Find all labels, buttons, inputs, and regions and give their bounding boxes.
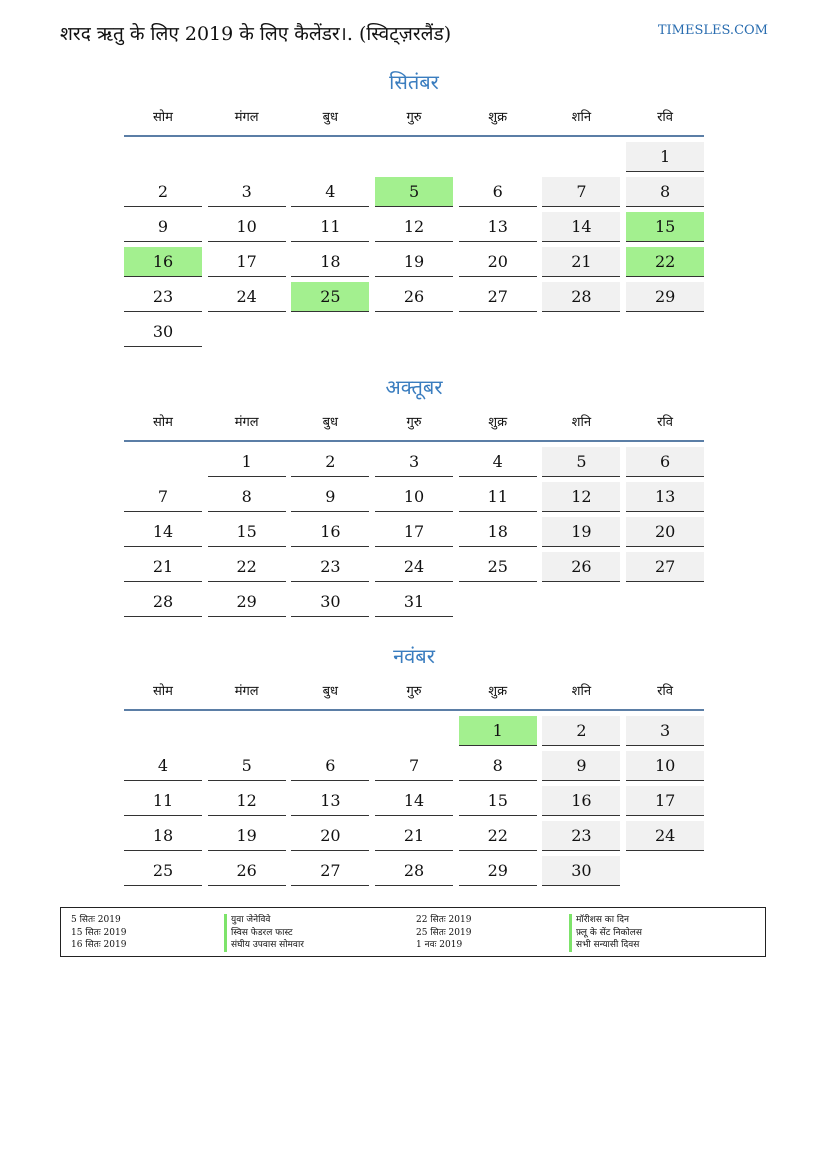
weekday-label: बुध bbox=[322, 110, 339, 125]
day-cell[interactable]: 6 bbox=[459, 177, 537, 207]
empty-cell bbox=[291, 142, 369, 172]
legend-holiday-name: फ़्लू के सेंट निकोलस bbox=[569, 927, 642, 940]
legend-dates-2 bbox=[416, 914, 471, 952]
day-cell[interactable]: 24 bbox=[626, 821, 704, 851]
day-cell[interactable]: 30 bbox=[124, 317, 202, 347]
day-cell[interactable]: 8 bbox=[626, 177, 704, 207]
day-cell[interactable]: 11 bbox=[291, 212, 369, 242]
day-cell[interactable]: 14 bbox=[124, 517, 202, 547]
empty-cell bbox=[291, 716, 369, 746]
day-cell[interactable]: 7 bbox=[375, 751, 453, 781]
day-cell[interactable]: 29 bbox=[626, 282, 704, 312]
day-cell[interactable]: 13 bbox=[459, 212, 537, 242]
weekday-label: बुध bbox=[322, 684, 339, 699]
day-cell[interactable]: 16 bbox=[124, 247, 202, 277]
day-cell[interactable]: 29 bbox=[459, 856, 537, 886]
day-cell[interactable]: 23 bbox=[542, 821, 620, 851]
legend-names-2 bbox=[569, 914, 642, 952]
weekday-label: गुरु bbox=[406, 684, 422, 699]
day-cell[interactable]: 2 bbox=[542, 716, 620, 746]
day-cell[interactable]: 27 bbox=[626, 552, 704, 582]
day-cell[interactable]: 4 bbox=[291, 177, 369, 207]
month-title: नवंबर bbox=[393, 644, 435, 668]
weekday-label: शुक्र bbox=[488, 684, 508, 699]
day-cell[interactable]: 21 bbox=[542, 247, 620, 277]
day-cell[interactable]: 19 bbox=[375, 247, 453, 277]
legend-date: 16 सितः 2019 bbox=[71, 940, 127, 950]
day-cell[interactable]: 13 bbox=[291, 786, 369, 816]
empty-cell bbox=[124, 142, 202, 172]
day-cell[interactable]: 25 bbox=[291, 282, 369, 312]
weekday-label: मंगल bbox=[234, 684, 259, 699]
day-cell[interactable]: 5 bbox=[542, 447, 620, 477]
day-cell[interactable]: 21 bbox=[375, 821, 453, 851]
day-cell[interactable]: 9 bbox=[291, 482, 369, 512]
legend-date: 25 सितः 2019 bbox=[416, 927, 472, 938]
day-cell[interactable]: 29 bbox=[208, 587, 286, 617]
day-cell[interactable]: 28 bbox=[124, 587, 202, 617]
day-cell[interactable]: 10 bbox=[375, 482, 453, 512]
day-cell[interactable]: 4 bbox=[124, 751, 202, 781]
legend-holiday-name: सभी सन्यासी दिवस bbox=[569, 939, 642, 952]
weekday-label: मंगल bbox=[234, 415, 259, 430]
day-cell[interactable]: 1 bbox=[626, 142, 704, 172]
empty-cell bbox=[542, 142, 620, 172]
day-cell[interactable]: 1 bbox=[208, 447, 286, 477]
day-cell[interactable]: 11 bbox=[124, 786, 202, 816]
day-cell[interactable]: 25 bbox=[459, 552, 537, 582]
day-cell[interactable]: 22 bbox=[208, 552, 286, 582]
day-cell[interactable]: 4 bbox=[459, 447, 537, 477]
day-cell[interactable]: 26 bbox=[375, 282, 453, 312]
day-cell[interactable]: 30 bbox=[542, 856, 620, 886]
day-cell[interactable]: 17 bbox=[208, 247, 286, 277]
day-cell[interactable]: 3 bbox=[375, 447, 453, 477]
day-cell[interactable]: 15 bbox=[626, 212, 704, 242]
legend-date: 22 सितः 2019 bbox=[416, 915, 472, 925]
month-october bbox=[124, 372, 704, 617]
day-cell[interactable]: 7 bbox=[542, 177, 620, 207]
weekday-label: रवि bbox=[657, 415, 673, 430]
day-cell[interactable]: 6 bbox=[291, 751, 369, 781]
day-cell[interactable]: 17 bbox=[626, 786, 704, 816]
legend-date: 5 सितः 2019 bbox=[71, 915, 121, 925]
empty-cell bbox=[375, 142, 453, 172]
day-cell[interactable]: 2 bbox=[291, 447, 369, 477]
day-cell[interactable]: 14 bbox=[375, 786, 453, 816]
weekday-label: शनि bbox=[571, 415, 592, 430]
day-cell[interactable]: 23 bbox=[124, 282, 202, 312]
empty-cell bbox=[208, 142, 286, 172]
weekday-header bbox=[124, 97, 704, 137]
site-link[interactable]: TIMESLES.COM bbox=[657, 23, 768, 38]
legend-holiday-name: संघीय उपवास सोमवार bbox=[224, 939, 304, 952]
day-cell[interactable]: 1 bbox=[459, 716, 537, 746]
day-cell[interactable]: 26 bbox=[208, 856, 286, 886]
day-cell[interactable]: 11 bbox=[459, 482, 537, 512]
day-cell[interactable]: 16 bbox=[291, 517, 369, 547]
empty-cell bbox=[459, 142, 537, 172]
day-cell[interactable]: 5 bbox=[208, 751, 286, 781]
weekday-label: शनि bbox=[571, 684, 592, 699]
day-cell[interactable]: 27 bbox=[459, 282, 537, 312]
page-title: शरद ऋतु के लिए 2019 के लिए कैलेंडर।. (स्विट्ज़रलैंड) bbox=[60, 23, 452, 45]
weekday-label: शुक्र bbox=[488, 110, 508, 125]
day-cell[interactable]: 14 bbox=[542, 212, 620, 242]
weekday-label: रवि bbox=[657, 110, 673, 125]
day-cell[interactable]: 27 bbox=[291, 856, 369, 886]
day-cell[interactable]: 3 bbox=[208, 177, 286, 207]
day-cell[interactable]: 28 bbox=[542, 282, 620, 312]
day-cell[interactable]: 10 bbox=[208, 212, 286, 242]
month-title: सितंबर bbox=[389, 70, 439, 94]
day-cell[interactable]: 3 bbox=[626, 716, 704, 746]
weekday-label: रवि bbox=[657, 684, 673, 699]
weekday-label: बुध bbox=[322, 415, 339, 430]
day-cell[interactable]: 8 bbox=[208, 482, 286, 512]
weekday-label: सोम bbox=[153, 684, 173, 699]
day-cell[interactable]: 2 bbox=[124, 177, 202, 207]
legend-holiday-name: मॉरीशस का दिन bbox=[569, 914, 642, 927]
day-cell[interactable]: 23 bbox=[291, 552, 369, 582]
day-cell[interactable]: 17 bbox=[375, 517, 453, 547]
weekday-label: गुरु bbox=[406, 110, 422, 125]
day-cell[interactable]: 6 bbox=[626, 447, 704, 477]
day-cell[interactable]: 22 bbox=[626, 247, 704, 277]
day-cell[interactable]: 20 bbox=[626, 517, 704, 547]
month-november bbox=[124, 641, 704, 886]
day-cell[interactable]: 19 bbox=[208, 821, 286, 851]
day-cell[interactable]: 18 bbox=[291, 247, 369, 277]
weekday-label: गुरु bbox=[406, 415, 422, 430]
day-cell[interactable]: 31 bbox=[375, 587, 453, 617]
day-cell[interactable]: 7 bbox=[124, 482, 202, 512]
weekday-header bbox=[124, 671, 704, 711]
legend-holiday-name: स्विस फेडरल फास्ट bbox=[224, 927, 304, 940]
weekday-header bbox=[124, 402, 704, 442]
day-cell[interactable]: 9 bbox=[124, 212, 202, 242]
day-cell[interactable]: 25 bbox=[124, 856, 202, 886]
day-cell[interactable]: 16 bbox=[542, 786, 620, 816]
weekday-label: मंगल bbox=[234, 110, 259, 125]
day-cell[interactable]: 9 bbox=[542, 751, 620, 781]
day-cell[interactable]: 21 bbox=[124, 552, 202, 582]
month-title: अक्तूबर bbox=[385, 375, 443, 399]
day-cell[interactable]: 24 bbox=[208, 282, 286, 312]
day-cell[interactable]: 10 bbox=[626, 751, 704, 781]
day-cell[interactable]: 20 bbox=[459, 247, 537, 277]
day-grid bbox=[124, 142, 704, 347]
day-cell[interactable]: 15 bbox=[208, 517, 286, 547]
weekday-label: शुक्र bbox=[488, 415, 508, 430]
empty-cell bbox=[375, 716, 453, 746]
day-cell[interactable]: 12 bbox=[542, 482, 620, 512]
day-cell[interactable]: 30 bbox=[291, 587, 369, 617]
day-cell[interactable]: 24 bbox=[375, 552, 453, 582]
legend-date: 15 सितः 2019 bbox=[71, 927, 127, 938]
weekday-label: शनि bbox=[571, 110, 592, 125]
weekday-label: सोम bbox=[153, 415, 173, 430]
legend-holiday-name: युवा जेनेविवे bbox=[224, 914, 304, 927]
day-grid bbox=[124, 716, 704, 886]
day-cell[interactable]: 20 bbox=[291, 821, 369, 851]
day-cell[interactable]: 28 bbox=[375, 856, 453, 886]
day-cell[interactable]: 18 bbox=[459, 517, 537, 547]
legend-dates-1 bbox=[71, 914, 126, 952]
day-cell[interactable]: 19 bbox=[542, 517, 620, 547]
day-cell[interactable]: 12 bbox=[375, 212, 453, 242]
month-september bbox=[124, 67, 704, 347]
day-cell[interactable]: 22 bbox=[459, 821, 537, 851]
day-cell[interactable]: 8 bbox=[459, 751, 537, 781]
weekday-label: सोम bbox=[153, 110, 173, 125]
day-cell[interactable]: 13 bbox=[626, 482, 704, 512]
empty-cell bbox=[208, 716, 286, 746]
holiday-legend bbox=[60, 907, 766, 957]
day-cell[interactable]: 12 bbox=[208, 786, 286, 816]
legend-names-1 bbox=[224, 914, 304, 952]
empty-cell bbox=[124, 447, 202, 477]
legend-date: 1 नवः 2019 bbox=[416, 940, 463, 950]
day-grid bbox=[124, 447, 704, 617]
day-cell[interactable]: 15 bbox=[459, 786, 537, 816]
day-cell[interactable]: 18 bbox=[124, 821, 202, 851]
empty-cell bbox=[124, 716, 202, 746]
day-cell[interactable]: 26 bbox=[542, 552, 620, 582]
day-cell[interactable]: 5 bbox=[375, 177, 453, 207]
